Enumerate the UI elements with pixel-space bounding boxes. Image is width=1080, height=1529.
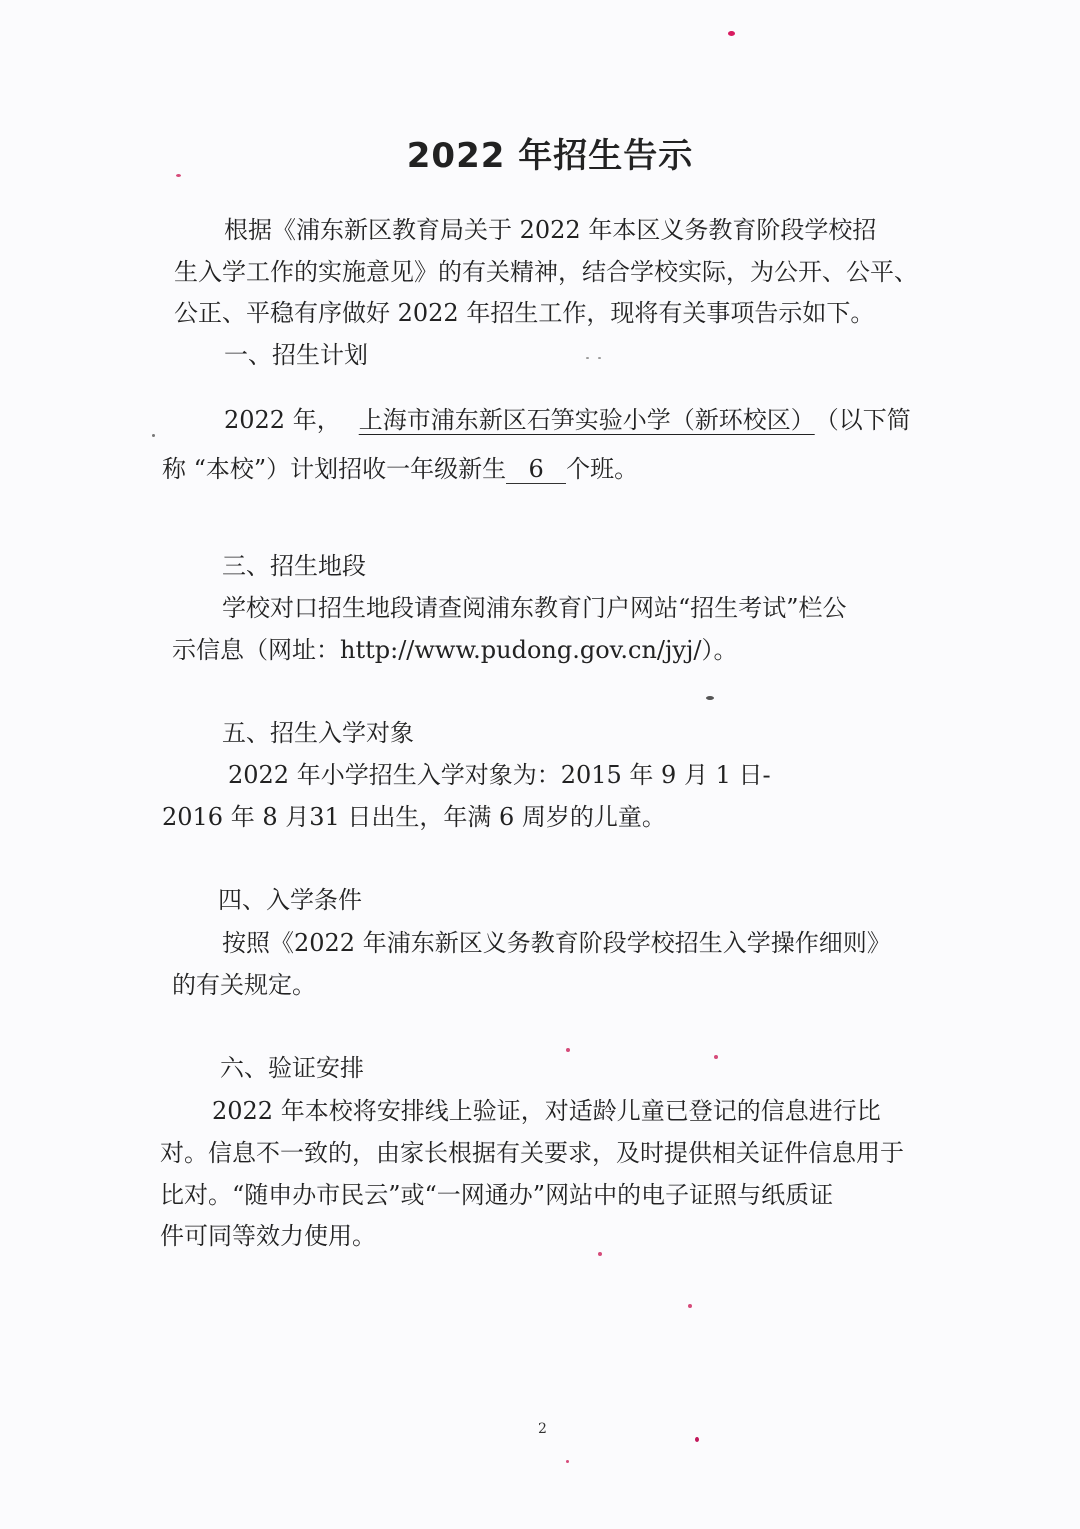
section-heading-enrollment-target: 五、招生入学对象 bbox=[222, 719, 414, 747]
scan-speck bbox=[566, 1460, 569, 1463]
section-heading-enrollment-zone: 三、招生地段 bbox=[222, 552, 366, 580]
scan-speck bbox=[152, 434, 155, 437]
intro-line-1: 根据《浦东新区教育局关于 2022 年本区义务教育阶段学校招 bbox=[224, 216, 877, 244]
scan-speck bbox=[176, 174, 181, 177]
scan-speck bbox=[706, 696, 714, 700]
scan-speck bbox=[566, 1048, 570, 1052]
enrollment-target-line-1: 2022 年小学招生入学对象为：2015 年 9 月 1 日- bbox=[228, 761, 771, 789]
section-heading-admission-conditions: 四、入学条件 bbox=[218, 886, 362, 914]
section-heading-enrollment-plan: 一、招生计划 bbox=[224, 341, 368, 369]
verification-line-3: 比对。“随申办市民云”或“一网通办”网站中的电子证照与纸质证 bbox=[160, 1181, 834, 1209]
scan-speck bbox=[714, 1055, 718, 1059]
school-name: 上海市浦东新区石笋实验小学（新环校区） bbox=[358, 406, 815, 434]
enrollment-zone-line-1: 学校对口招生地段请查阅浦东教育门户网站“招生考试”栏公 bbox=[222, 594, 847, 622]
scan-speck bbox=[598, 1252, 602, 1256]
admission-conditions-line-1: 按照《2022 年浦东新区义务教育阶段学校招生入学操作细则》 bbox=[222, 929, 891, 957]
scan-speck bbox=[598, 357, 601, 359]
enrollment-target-line-2: 2016 年 8 月31 日出生，年满 6 周岁的儿童。 bbox=[162, 803, 666, 831]
page-title: 2022 年招生告示 bbox=[406, 136, 694, 176]
admission-conditions-line-2: 的有关规定。 bbox=[172, 971, 316, 999]
scan-speck bbox=[586, 357, 589, 359]
class-unit: 个班。 bbox=[566, 455, 639, 483]
scan-speck bbox=[695, 1437, 699, 1442]
enrollment-plan-text: 称 “本校”）计划招收一年级新生 bbox=[162, 455, 507, 483]
verification-line-1: 2022 年本校将安排线上验证，对适龄儿童已登记的信息进行比 bbox=[212, 1097, 881, 1125]
verification-line-2: 对。信息不一致的，由家长根据有关要求，及时提供相关证件信息用于 bbox=[160, 1139, 904, 1167]
enrollment-plan-line-1 bbox=[224, 404, 911, 436]
page-number: 2 bbox=[538, 1421, 547, 1437]
enrollment-zone-line-2: 示信息（网址：http://www.pudong.gov.cn/jyj/）。 bbox=[172, 636, 738, 664]
enrollment-year: 2022 年， bbox=[224, 406, 341, 434]
intro-line-2: 生入学工作的实施意见》的有关精神，结合学校实际，为公开、公平、 bbox=[174, 258, 918, 286]
scan-speck bbox=[728, 31, 735, 36]
enrollment-plan-suffix: （以下简 bbox=[826, 406, 911, 434]
enrollment-plan-line-2 bbox=[162, 453, 638, 485]
section-heading-verification: 六、验证安排 bbox=[220, 1054, 364, 1082]
class-count: 6 bbox=[506, 455, 566, 484]
scan-speck bbox=[688, 1304, 692, 1308]
verification-line-4: 件可同等效力使用。 bbox=[160, 1222, 376, 1250]
intro-line-3: 公正、平稳有序做好 2022 年招生工作，现将有关事项告示如下。 bbox=[174, 299, 875, 327]
